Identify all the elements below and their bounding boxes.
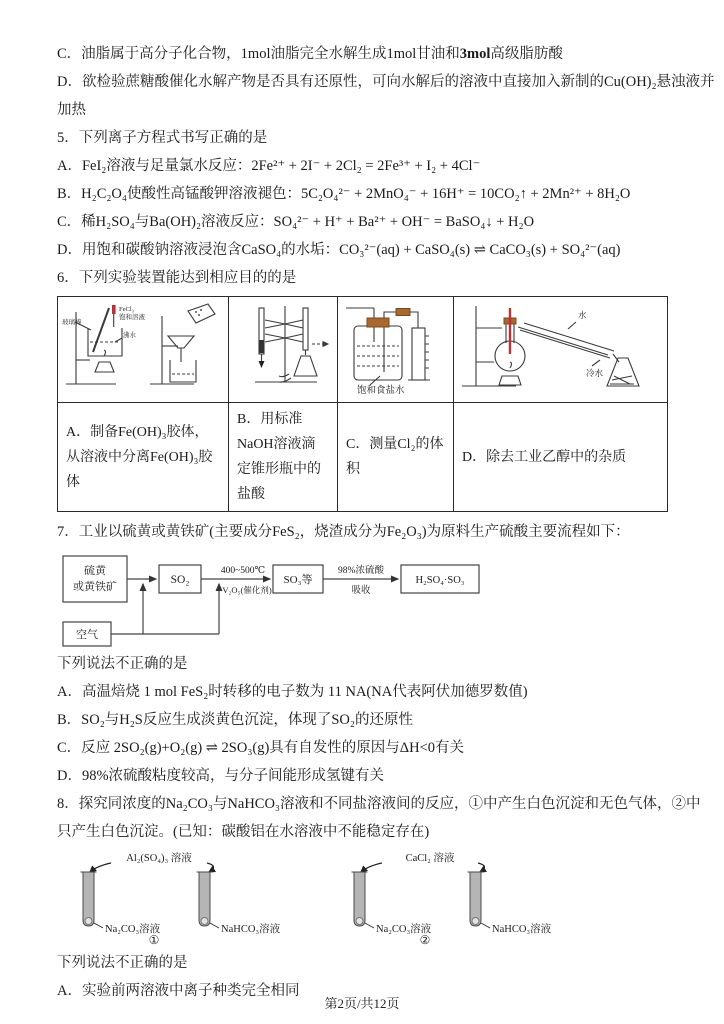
- test-tube-icon: [468, 872, 484, 926]
- test-tube-icon: [81, 872, 97, 926]
- option-4d-line2: 加热: [57, 102, 86, 118]
- option-4c: [57, 40, 667, 68]
- water-in-label: 水: [578, 310, 587, 320]
- q8-stem-line1: 8．探究同浓度的Na₂CO₃与NaHCO₃溶液和不同盐溶液间的反应，①中产生白色沉淀和无色气体，②中: [57, 796, 701, 812]
- flow-condition1-bottom: V₂O₅(催化剂): [222, 585, 272, 595]
- group-number-2: ②: [419, 933, 431, 947]
- glass-rod-label: 玻璃棒: [61, 319, 81, 326]
- flow-condition2-top: 98%浓硫酸: [338, 566, 384, 576]
- colloid-prep-and-filtration-diagram: [62, 298, 225, 396]
- q8-option-a: A．实验前两溶液中离子种类完全相同: [57, 983, 300, 999]
- q5-option-a: A．FeI₂溶液与足量氯水反应：2Fe²⁺ + 2I⁻ + 2Cl₂ = 2Fe³⁺ + I₂ + 4Cl⁻: [57, 158, 481, 174]
- q6-caption-c: C．测量Cl₂的体积: [338, 403, 454, 512]
- q5-option-b: B．H₂C₂O₄使酸性高锰酸钾溶液褪色：5C₂O₄²⁻ + 2MnO₄⁻ + 16H⁺ = 10CO₂↑ + 2Mn²⁺ + 8H₂O: [57, 186, 631, 202]
- reagent-label-2: CaCl₂ 溶液: [405, 853, 455, 864]
- distillation-diagram: [458, 298, 663, 396]
- saturated-brine-label: 饱和食盐水: [356, 386, 405, 396]
- test-tube-icon: [352, 872, 368, 926]
- q7-flowchart: [57, 550, 667, 648]
- flow-condition2-bottom: 吸收: [351, 586, 371, 596]
- group-number-1: ①: [148, 933, 160, 947]
- page-footer: 第2页/共12页: [324, 996, 400, 1011]
- fecl3-dropper-icon: [112, 305, 116, 314]
- cold-water-label: 冷水: [586, 368, 604, 378]
- flow-so3-box: SO₃等: [283, 574, 313, 586]
- q6-caption-a: A．制备Fe(OH)₃胶体，从溶液中分离Fe(OH)₃胶体: [58, 403, 229, 512]
- q5-stem: 5．下列离子方程式书写正确的是: [57, 130, 268, 146]
- q6-caption-row: [58, 403, 668, 512]
- q6-cell-b-image: [229, 297, 338, 403]
- q7-option-d: D．98%浓硫酸粘度较高，与分子间能形成氢键有关: [57, 768, 385, 784]
- rubber-tubing-icon: [396, 309, 410, 316]
- flow-source-line1: 硫黄: [84, 565, 106, 577]
- tube1-label-1: Na₂CO₃溶液: [105, 924, 161, 935]
- tube2-label-1: NaHCO₃溶液: [221, 924, 281, 935]
- option-4c-bold: 3mol: [459, 46, 491, 62]
- q6-cell-c-image: [338, 297, 454, 403]
- q7-option-c: C．反应 2SO₂(g)+O₂(g) ⇌ 2SO₃(g)具有自发性的原因与ΔH<0有关: [57, 740, 465, 756]
- burette-liquid: [259, 340, 264, 353]
- q6-apparatus-table: [57, 296, 668, 512]
- q7-option-a: A．高温焙烧 1 mol FeS₂时转移的电子数为 11 NA(NA代表阿伏加德罗数值): [57, 684, 528, 700]
- flow-so2-box: SO₂: [170, 574, 190, 586]
- flow-condition1-top: 400~500℃: [220, 566, 266, 576]
- q6-caption-b: B．用标准NaOH溶液滴定锥形瓶中的盐酸: [229, 403, 338, 512]
- tube2-label-2: NaHCO₃溶液: [492, 924, 552, 935]
- q5-option-c: C．稀H₂SO₄与Ba(OH)₂溶液反应：SO₄²⁻ + H⁺ + Ba²⁺ + OH⁻ = BaSO₄↓ + H₂O: [57, 214, 535, 230]
- q6-cell-d-image: [454, 297, 668, 403]
- q5-option-d: D．用饱和碳酸钠溶液浸泡含CaSO₄的水垢：CO₃²⁻(aq) + CaSO₄(s) ⇌ CaCO₃(s) + SO₄²⁻(aq): [57, 242, 621, 258]
- q6-image-row: [58, 297, 668, 403]
- boiling-water-label: 沸水: [122, 332, 136, 339]
- test-tube-icon: [197, 872, 213, 926]
- drop-arrow-icon: [259, 361, 265, 368]
- flow-product-box: H₂SO₄·SO₃: [415, 575, 465, 586]
- option-4c-post: 高级脂肪酸: [490, 46, 563, 62]
- q7-stem: 7．工业以硫黄或黄铁矿(主要成分FeS₂，烧渣成分为Fe₂O₃)为原料生产硫酸主要流程如下：: [57, 524, 630, 540]
- gas-volume-measurement-diagram: [340, 298, 452, 396]
- q7-option-b: B．SO₂与H₂S反应生成淡黄色沉淀，体现了SO₂的还原性: [57, 712, 413, 728]
- q6-caption-d: D．除去工业乙醇中的杂质: [454, 403, 668, 512]
- fecl3-label-line2: 饱和溶液: [118, 314, 145, 321]
- option-4d-line1: D．欲检验蔗糖酸催化水解产物是否具有还原性，可向水解后的溶液中直接加入新制的Cu(OH)₂悬浊液并: [57, 74, 715, 90]
- q7-question: 下列说法不正确的是: [57, 656, 188, 672]
- fecl3-label-line1: FeCl₃: [118, 306, 134, 313]
- tube1-label-2: Na₂CO₃溶液: [376, 924, 432, 935]
- q6-stem: 6．下列实验装置能达到相应目的的是: [57, 270, 297, 286]
- flow-source-line2: 或黄铁矿: [73, 581, 117, 593]
- q8-tube-diagrams: [59, 850, 667, 947]
- tube-group-2: [330, 850, 575, 945]
- option-4c-pre: C．油脂属于高分子化合物，1mol油脂完全水解生成1mol甘油和: [57, 46, 460, 62]
- q8-stem-line2: 只产生白色沉淀。(已知：碳酸铝在水溶液中不能稳定存在): [57, 824, 430, 840]
- q8-question: 下列说法不正确的是: [57, 955, 188, 971]
- reagent-label-1: Al₂(SO₄)₃ 溶液: [126, 853, 192, 864]
- titration-diagram: [233, 298, 333, 396]
- flow-air-box: 空气: [76, 629, 98, 641]
- tube-group-1: [59, 850, 304, 945]
- q6-cell-a-image: [58, 297, 229, 403]
- rubber-stopper-icon: [367, 318, 389, 327]
